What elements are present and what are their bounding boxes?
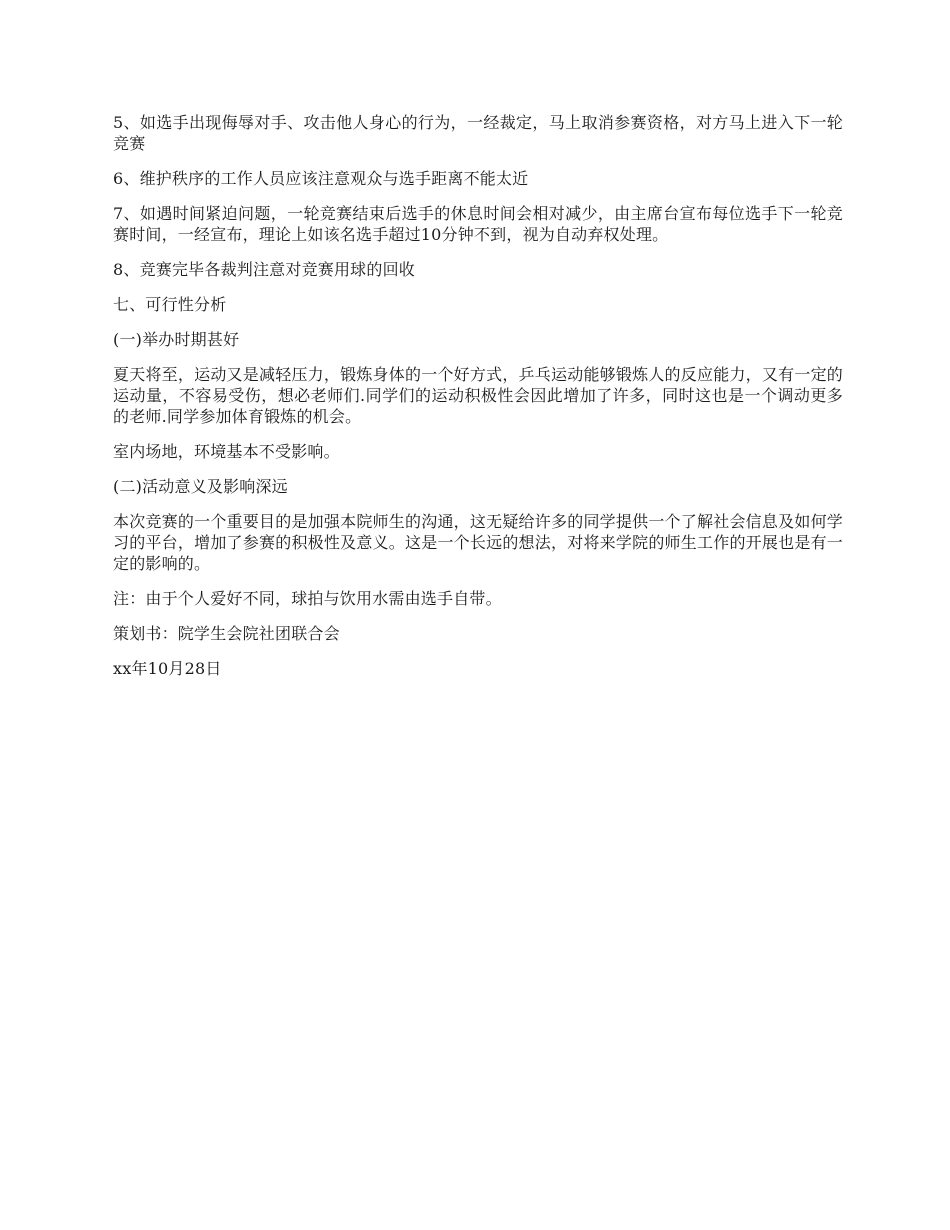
- paragraph-timing: 夏天将至，运动又是减轻压力，锻炼身体的一个好方式，乒乓运动能够锻炼人的反应能力，又有一定的运动量，不容易受伤，想必老师们.同学们的运动积极性会因此增加了许多，同时这也是一个调动更多的老师.同学参加体育锻炼的机会。: [113, 365, 843, 426]
- paragraph-significance: 本次竞赛的一个重要目的是加强本院师生的沟通，这无疑给许多的同学提供一个了解社会信息及如何学习的平台，增加了参赛的积极性及意义。这是一个长远的想法，对将来学院的师生工作的开展也是有一定的影响的。: [113, 512, 843, 573]
- document-body: [113, 112, 843, 693]
- paragraph-venue: 室内场地，环境基本不受影响。: [113, 442, 340, 461]
- note-paragraph: 注：由于个人爱好不同，球拍与饮用水需由选手自带。: [113, 589, 502, 608]
- rule-item-5: 5、如选手出现侮辱对手、攻击他人身心的行为，一经裁定，马上取消参赛资格，对方马上进入下一轮竞赛: [113, 113, 843, 153]
- rule-item-7: 7、如遇时间紧迫问题，一轮竞赛结束后选手的休息时间会相对减少，由主席台宣布每位选手下一轮竞赛时间，一经宣布，理论上如该名选手超过10分钟不到，视为自动弃权处理。: [113, 204, 843, 244]
- date-line: xx年10月28日: [113, 659, 222, 678]
- section-heading-feasibility: 七、可行性分析: [113, 295, 227, 314]
- subheading-timing: (一)举办时期甚好: [113, 330, 240, 349]
- organizer-line: 策划书：院学生会院社团联合会: [113, 624, 340, 643]
- rule-item-6: 6、维护秩序的工作人员应该注意观众与选手距离不能太近: [113, 169, 529, 188]
- rule-item-8: 8、竞赛完毕各裁判注意对竞赛用球的回收: [113, 260, 415, 279]
- subheading-significance: (二)活动意义及影响深远: [113, 477, 288, 496]
